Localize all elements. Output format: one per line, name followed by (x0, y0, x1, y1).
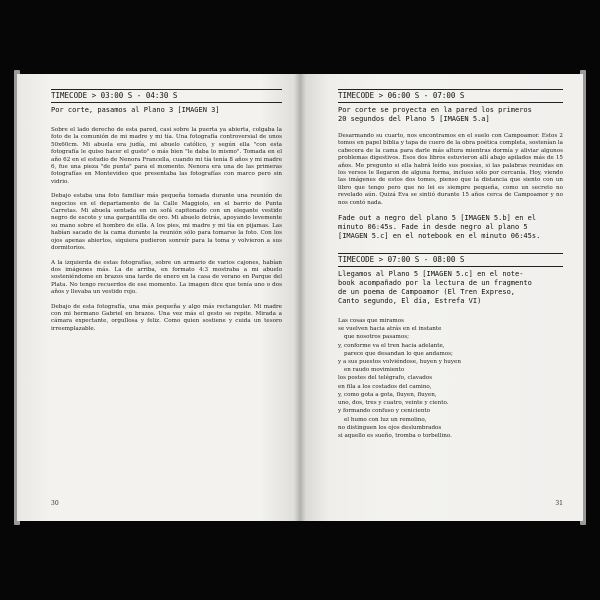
poem-line: y formando confuso y ceniciento (338, 408, 431, 415)
page-number-left: 30 (51, 500, 59, 507)
paragraph-4: Debajo de esta fotografía, una más pequeña y algo más rectangular. Mi madre con mi hermano Gabriel en brazos. Una vez más el gesto se repite. Mirada a cámara expectante, orgullosa y feliz. Como quien sostiene y cuida un tesoro irreemplazable. (51, 303, 282, 332)
page-number-right: 31 (555, 500, 563, 507)
poem-line: parece que desandan lo que andamos; (344, 350, 453, 357)
timecode-heading-1: TIMECODE > 06:00 S - 07:00 S (338, 89, 563, 103)
scene-direction-2: Llegamos al Plano 5 [IMAGEN 5.c] en el note- book acompañado por la lectura de un fragmento de un poema de Campoamor (El Tren Expreso, Canto segundo, El día, Estrefa VI) (338, 270, 532, 306)
poem-line: en fila a los costados del camino, (338, 383, 432, 390)
left-page (17, 74, 300, 521)
scene-direction: Por corte, pasamos al Plano 3 [IMAGEN 3] (51, 106, 220, 114)
poem-line: si aquello es sueño, tromba o torbellino. (338, 432, 452, 439)
scene-direction-1: Por corte se proyecta en la pared los primeros 20 segundos del Plano 5 [IMAGEN 5.a] (338, 106, 532, 123)
fade-note: Fade out a negro del plano 5 [IMAGEN 5.b] en el minuto 06:45s. Fade in desde negro al plano 5 [IMAGEN 5.c] en el notebook en el minuto 06:45s. (338, 214, 541, 241)
poem-line: y, como gota a gota, fluyen, fluyen, (338, 391, 437, 398)
paragraph-1: Desarmando su cuarto, nos encontramos en el suelo con Campoamor. Estos 2 tomos en papel biblia y tapa de cuero de la obra poética completa, sostenían la cabecera de la cama para darle más altura mientras dormía y aliviar algunos problemas digestivos. Esos dos libros estuvieron allí abajo apilados más de 15 años. Me pregunto si ella habrá leído sus poesías, si las palabras reunidas en los versos le llegaron de alguna forma, incluso sólo por cercanía. Hoy, viendo las imágenes de estos dos tomes, pienso que la distancia que siento con un libro que tengo pero que no lei es siempre pequeña, como un secreto no revelado aún. Quizá Eva se sintió durante 15 años cerca de Campoamor y no nos contó nada. (338, 133, 563, 206)
book-gutter (294, 74, 306, 521)
paragraph-3: A la izquierda de estas fotografías, sobre un armario de varios cajones, habían dos imágenes más. La de arriba, en formato 4:3 mostraba a mi abuelo sosteniéndome en brazos una tarde de enero en la casa de verano en Parque del Plata. No tengo recuerdos de ese momento. La imagen dice que tenía uno o dos años y llevaba un vestido rojo. (51, 259, 282, 296)
poem-line: en raudo movimiento (344, 367, 405, 374)
right-page (300, 74, 583, 521)
poem-line: Las cosas que miramos (338, 318, 404, 325)
timecode-heading-2: TIMECODE > 07:00 S - 08:00 S (338, 253, 563, 267)
poem-line: y, conforme va el tren hacia adelante, (338, 342, 445, 349)
poem-line: el humo con luz un remolino, (344, 416, 427, 423)
poem-line: que nosotros pasamos; (344, 334, 409, 341)
paragraph-2: Debajo estaba una foto familiar más pequeña tomada durante una reunión de negocios en el departamento de la Calle Maggiolo, en el barrio de Punta Carretas. Mi abuela sentada en un sofá capitonado con un elegante vestido negro de escote y una gargantilla de oro. Mi abuelo detrás, apoyando levemente su mano sobre el hombro de ella. A los pies, mi madre y mi tía en pijamas. Las habían sacado de la cama durante la reunión sólo para tomarse la foto. Con los ojos apenas abiertos, siquiera pudieron sonreír para la toma y volvieron a sus dormitorios. (51, 193, 282, 252)
poem-line: se vuelven hacia atrás en el instante (338, 326, 442, 333)
poem (338, 317, 563, 440)
open-book (14, 68, 586, 525)
poem-line: y a sus puestos volviéndose, huyen y huyen (338, 359, 461, 366)
timecode-heading: TIMECODE > 03:00 S - 04:30 S (51, 89, 282, 103)
poem-line: uno, dos, tres y cuatro, veinte y ciento. (338, 400, 449, 407)
paragraph-1: Sobre el lado derecho de esta pared, casi sobre la puerta ya abierta, colgaba la foto de la comunión de mi madre y mi tía. Una fotografía controversial de unos 50x60cm. Mi abuela era judía, mi abuelo católico, y según ella "con esta fotografía le quiso hacer el gusto" o más bien "le daba lo mismo". Tomada en el año 62 en el estudio de Nenora Francella, cuando mi tía tenía 8 años y mi madre 6, fue una pieza "de punta" para el momento. Nenora era una de las primeras fotografías en Montevideo que presentaba las fotografías con marco pero sin vidrio. (51, 127, 282, 185)
poem-line: los postes del telégrafo, clavados (338, 375, 433, 382)
poem-line: no distinguen los ojos deslumbrados (338, 424, 442, 431)
